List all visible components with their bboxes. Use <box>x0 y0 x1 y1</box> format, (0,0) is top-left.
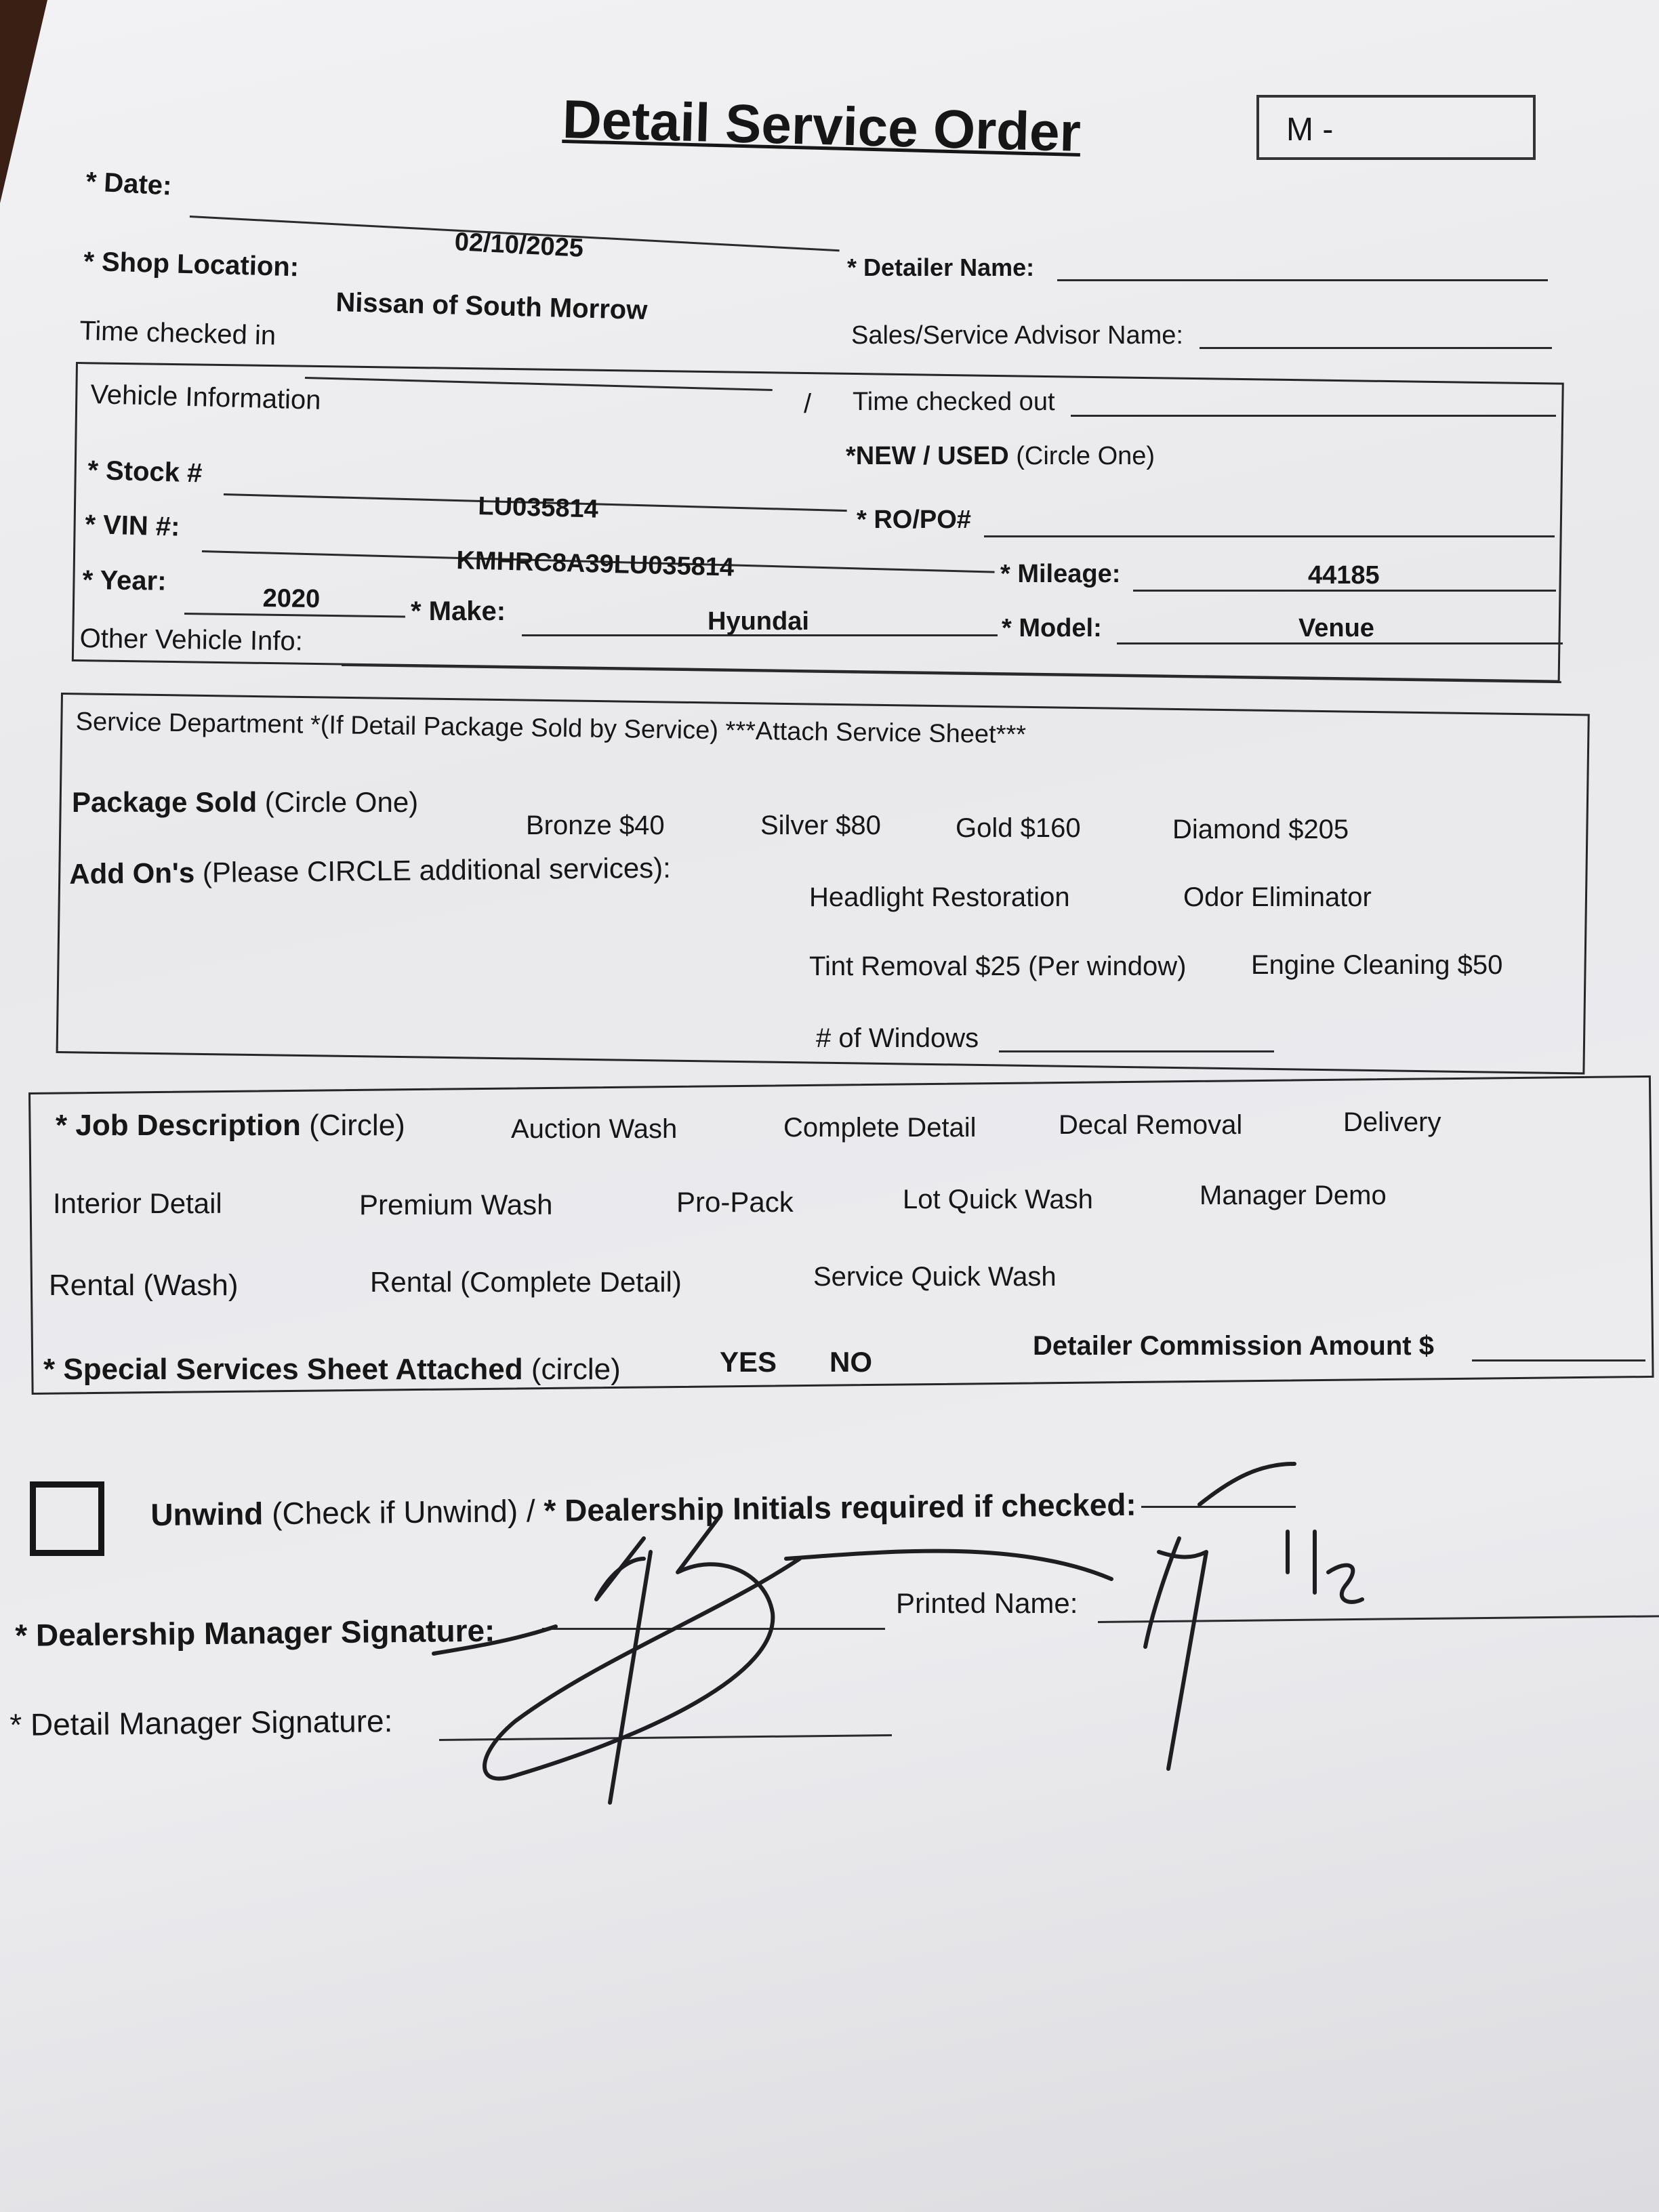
package-bronze[interactable]: Bronze $40 <box>526 811 665 840</box>
advisor-label: Sales/Service Advisor Name: <box>851 321 1183 350</box>
detail-sig-label: * Detail Manager Signature: <box>9 1703 393 1742</box>
package-label: Package Sold <box>72 786 258 818</box>
job-label: * Job Description <box>56 1109 301 1142</box>
job-manager-demo[interactable]: Manager Demo <box>1200 1181 1387 1210</box>
job-lot-quick-wash[interactable]: Lot Quick Wash <box>903 1185 1093 1214</box>
stock-label: * Stock # <box>87 455 203 489</box>
year-value[interactable]: 2020 <box>262 584 321 614</box>
date-value[interactable]: 02/10/2025 <box>453 228 584 263</box>
initials-label: * Dealership Initials required if checked: <box>544 1486 1136 1528</box>
special-no[interactable]: NO <box>830 1346 872 1378</box>
addon-tint[interactable]: Tint Removal $25 (Per window) <box>809 951 1187 981</box>
ro-label: * RO/PO# <box>857 506 971 534</box>
package-note: (Circle One) <box>264 786 419 818</box>
package-gold[interactable]: Gold $160 <box>956 813 1081 843</box>
job-auction-wash[interactable]: Auction Wash <box>511 1114 678 1144</box>
mileage-value[interactable]: 44185 <box>1308 561 1380 590</box>
manager-signature-mark <box>434 1518 1111 1803</box>
special-yes[interactable]: YES <box>720 1346 777 1378</box>
job-rental-complete[interactable]: Rental (Complete Detail) <box>370 1266 682 1298</box>
year-label: * Year: <box>82 565 167 596</box>
make-label: * Make: <box>411 596 506 626</box>
job-interior-detail[interactable]: Interior Detail <box>53 1187 222 1219</box>
addons-note: (Please CIRCLE additional services): <box>202 851 672 888</box>
unwind-label: Unwind <box>150 1496 264 1532</box>
job-note: (Circle) <box>309 1109 405 1142</box>
mileage-label: * Mileage: <box>1000 560 1121 588</box>
special-label: * Special Services Sheet Attached <box>43 1353 523 1386</box>
date-label: * Date: <box>85 167 173 201</box>
job-decal-removal[interactable]: Decal Removal <box>1059 1110 1243 1140</box>
vin-label: * VIN #: <box>84 510 180 542</box>
windows-label: # of Windows <box>816 1023 979 1053</box>
commission-label: Detailer Commission Amount $ <box>1033 1331 1434 1361</box>
job-complete-detail[interactable]: Complete Detail <box>783 1113 977 1143</box>
time-out-label: Time checked out <box>853 388 1055 416</box>
addon-engine[interactable]: Engine Cleaning $50 <box>1251 950 1503 980</box>
order-number-field[interactable]: M - <box>1256 95 1536 160</box>
job-premium-wash[interactable]: Premium Wash <box>359 1189 553 1221</box>
make-value[interactable]: Hyundai <box>708 607 809 636</box>
manager-sig-label: * Dealership Manager Signature: <box>15 1612 495 1653</box>
shop-location-label: * Shop Location: <box>83 247 300 283</box>
shop-location-value[interactable]: Nissan of South Morrow <box>335 287 648 326</box>
addon-headlight[interactable]: Headlight Restoration <box>809 882 1070 912</box>
other-info-label: Other Vehicle Info: <box>79 623 304 657</box>
package-diamond[interactable]: Diamond $205 <box>1172 815 1349 844</box>
addon-odor[interactable]: Odor Eliminator <box>1183 882 1372 912</box>
special-note: (circle) <box>531 1353 621 1386</box>
condition-label: *NEW / USED <box>846 442 1009 470</box>
stock-value[interactable]: LU035814 <box>477 492 599 524</box>
page-title: Detail Service Order <box>561 89 1082 163</box>
job-pro-pack[interactable]: Pro-Pack <box>676 1186 794 1218</box>
vehicle-section-label: Vehicle Information <box>89 380 322 415</box>
detailer-name-label: * Detailer Name: <box>847 253 1035 281</box>
unwind-note: (Check if Unwind) / <box>271 1492 544 1532</box>
service-section-label: Service Department *(If Detail Package Sold by Service) ***Attach Service Sheet*** <box>75 708 1027 750</box>
vin-value[interactable]: KMHRC8A39LU035814 <box>455 546 735 582</box>
printed-name-label: Printed Name: <box>896 1587 1078 1619</box>
job-service-quick-wash[interactable]: Service Quick Wash <box>813 1262 1057 1292</box>
package-silver[interactable]: Silver $80 <box>760 811 881 840</box>
time-in-label: Time checked in <box>79 316 276 351</box>
printed-name-mark <box>1145 1464 1362 1769</box>
job-delivery[interactable]: Delivery <box>1343 1107 1441 1137</box>
model-label: * Model: <box>1002 614 1102 642</box>
model-value[interactable]: Venue <box>1298 614 1374 642</box>
addons-label: Add On's <box>69 857 195 890</box>
job-rental-wash[interactable]: Rental (Wash) <box>49 1269 239 1302</box>
time-separator: / <box>804 389 812 419</box>
condition-note: (Circle One) <box>1016 442 1155 470</box>
